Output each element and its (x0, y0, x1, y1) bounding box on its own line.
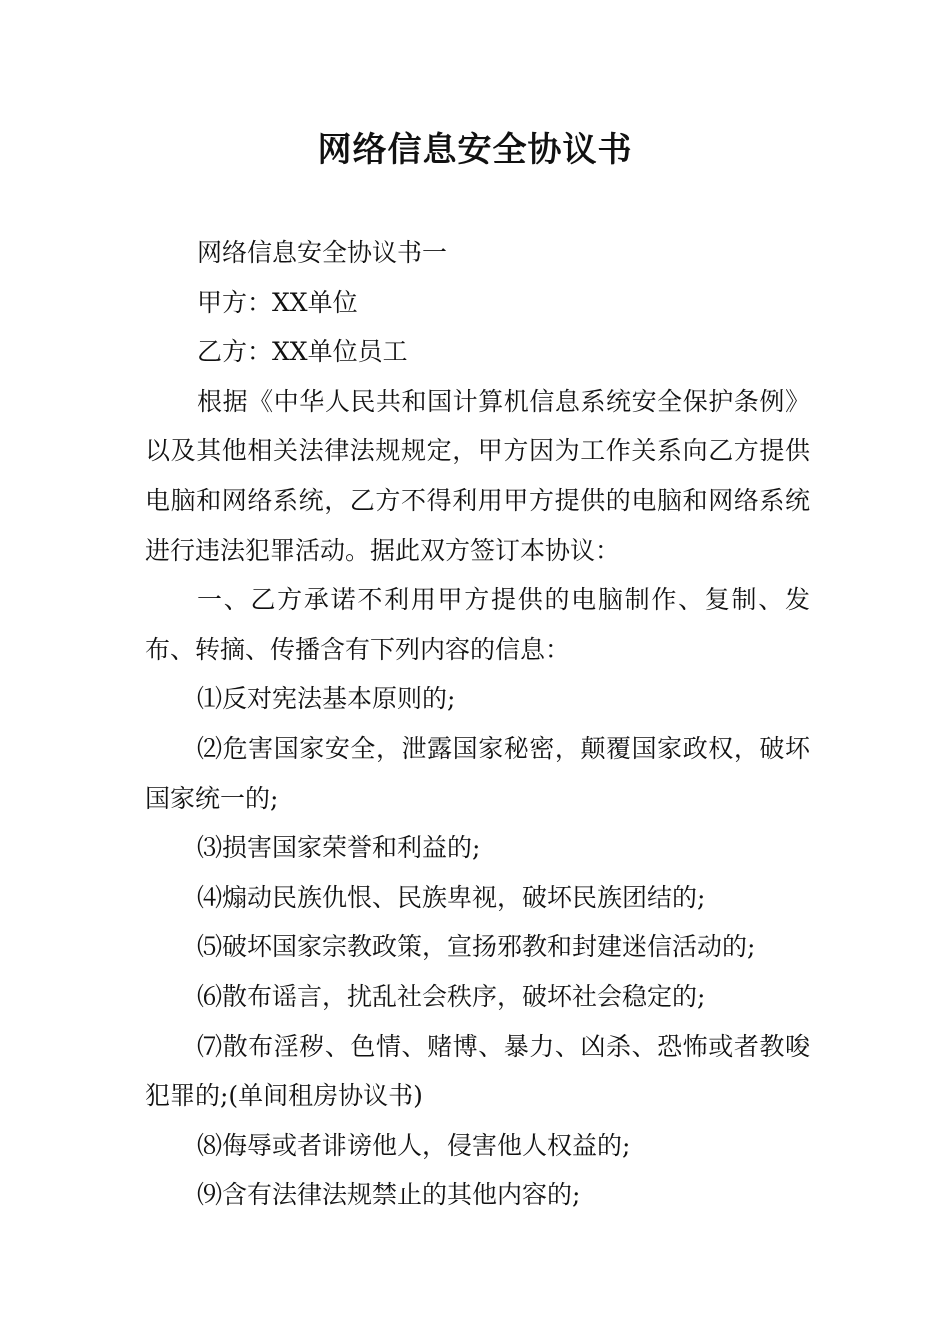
document-body (145, 228, 810, 1220)
list-item: ⑵危害国家安全，泄露国家秘密，颠覆国家政权，破坏国家统一的; (145, 733, 810, 813)
list-item: ⑼含有法律法规禁止的其他内容的; (197, 1180, 581, 1210)
list-item: ⑴反对宪法基本原则的; (197, 684, 456, 714)
document-title: 网络信息安全协议书 (317, 130, 633, 170)
paragraph-clause-1: 一、乙方承诺不利用甲方提供的电脑制作、复制、发布、转摘、传播含有下列内容的信息： (145, 585, 810, 664)
paragraph-party-a: 甲方：XX单位 (197, 287, 358, 317)
list-item: ⑶损害国家荣誉和利益的; (197, 833, 481, 863)
paragraph-preamble: 根据《中华人民共和国计算机信息系统安全保护条例》以及其他相关法律法规规定，甲方因为工作关系向乙方提供电脑和网络系统，乙方不得利用甲方提供的电脑和网络系统进行违法犯罪活动。据此双方签订本协议： (145, 386, 810, 565)
list-item: ⑷煽动民族仇恨、民族卑视，破坏民族团结的; (197, 882, 706, 912)
list-item: ⑻侮辱或者诽谤他人，侵害他人权益的; (197, 1130, 631, 1160)
paragraph-party-b: 乙方：XX单位员工 (197, 337, 408, 367)
list-item: ⑺散布淫秽、色情、赌博、暴力、凶杀、恐怖或者教唆犯罪的;(单间租房协议书) (145, 1031, 810, 1111)
paragraph-subtitle: 网络信息安全协议书一 (197, 238, 448, 267)
list-item: ⑸破坏国家宗教政策，宣扬邪教和封建迷信活动的; (197, 932, 756, 962)
list-item: ⑹散布谣言，扰乱社会秩序，破坏社会稳定的; (197, 981, 706, 1011)
